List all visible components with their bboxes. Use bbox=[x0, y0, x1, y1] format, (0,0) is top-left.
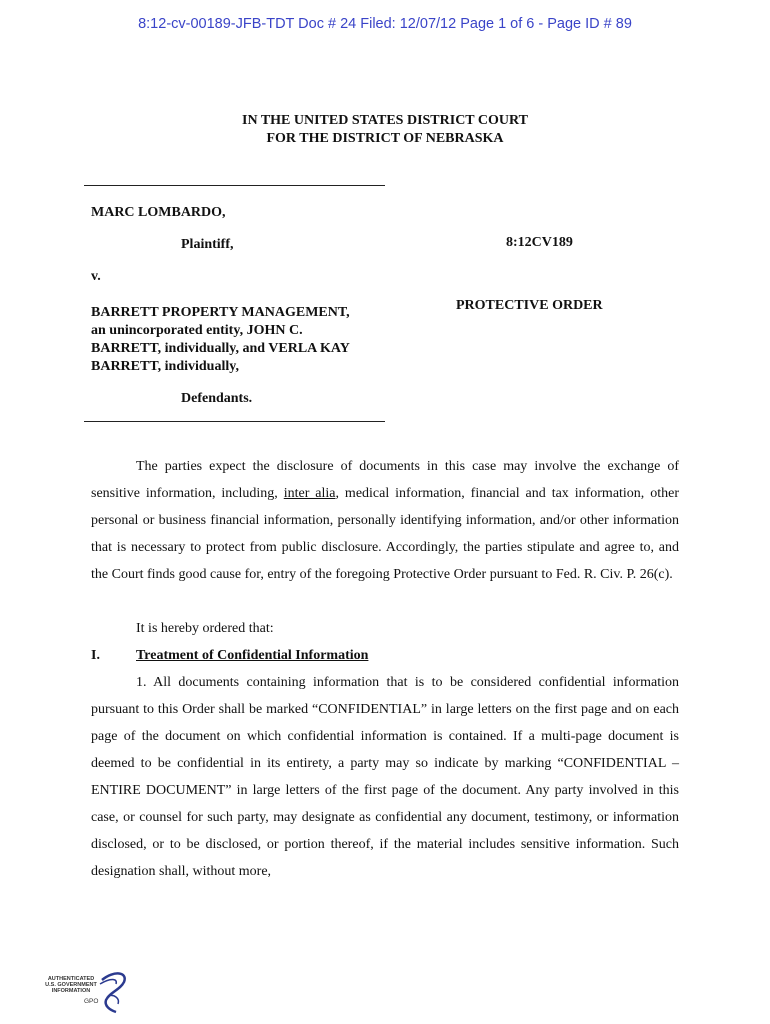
defendants-names bbox=[91, 304, 350, 376]
gpo-logo-line: INFORMATION bbox=[51, 988, 91, 994]
defendants-role: Defendants. bbox=[181, 391, 253, 406]
caption-top-rule bbox=[84, 185, 385, 186]
section-heading: Treatment of Confidential Information bbox=[136, 648, 369, 663]
paragraph-1: 1. All documents containing information that is to be considered confidential information pursuant to this Order shall be marked “CONFIDENTIAL” in large letters on the first page and on each page of the document on which confidential information is contained. If a multi-page document is deemed to be confidential in its entirety, a party may so indicate by marking “CONFIDENTIAL – ENTIRE DOCUMENT” in large letters of the first page of the document. Any party involved in this case, or counsel for such party, may designate as confidential any document, testimony, or information disclosed, or to be disclosed, or portion thereof, if the material includes sensitive information. Such designation shall, without more, bbox=[91, 675, 679, 879]
filing-stamp: 8:12-cv-00189-JFB-TDT Doc # 24 Filed: 12/07/12 Page 1 of 6 - Page ID # 89 bbox=[138, 16, 632, 32]
eagle-icon bbox=[40, 966, 140, 1020]
gpo-authentication-logo bbox=[40, 966, 140, 1020]
gpo-logo-line: AUTHENTICATED bbox=[47, 976, 95, 982]
court-heading bbox=[0, 112, 770, 148]
case-number: 8:12CV189 bbox=[506, 235, 573, 250]
document-title: PROTECTIVE ORDER bbox=[456, 298, 603, 313]
court-district-line: FOR THE DISTRICT OF NEBRASKA bbox=[266, 131, 504, 146]
gpo-label: GPO bbox=[84, 998, 99, 1005]
plaintiff-role: Plaintiff, bbox=[181, 237, 234, 252]
defendants-line: BARRETT, individually, and VERLA KAY bbox=[91, 341, 350, 356]
plaintiff-name: MARC LOMBARDO, bbox=[91, 205, 226, 220]
defendants-line: BARRETT PROPERTY MANAGEMENT, bbox=[91, 305, 350, 320]
paragraph-intro-text: , medical information, financial and tax information, other personal or business financial information, personally identifying information, and/or other information that is necessary to protect from public disclosure. Accordingly, the parties stipulate and agree to, and the Court finds good cause for, entry of the foregoing Protective Order pursuant to Fed. R. Civ. P. 26(c). bbox=[91, 486, 679, 582]
inter-alia-term: inter alia bbox=[283, 486, 336, 501]
section-number: I. bbox=[91, 648, 100, 663]
order-statement: It is hereby ordered that: bbox=[136, 621, 274, 636]
defendants-line: an unincorporated entity, JOHN C. bbox=[91, 323, 303, 338]
gpo-logo-line: U.S. GOVERNMENT bbox=[45, 982, 97, 988]
versus: v. bbox=[91, 269, 101, 284]
defendants-line: BARRETT, individually, bbox=[91, 359, 239, 374]
court-name-line: IN THE UNITED STATES DISTRICT COURT bbox=[242, 113, 528, 128]
paragraph-intro bbox=[91, 453, 679, 588]
caption-bottom-rule bbox=[84, 421, 385, 422]
paragraph-intro-text: The parties expect the disclosure of documents in this case may involve the exchange of sensitive information, including, bbox=[91, 459, 679, 501]
